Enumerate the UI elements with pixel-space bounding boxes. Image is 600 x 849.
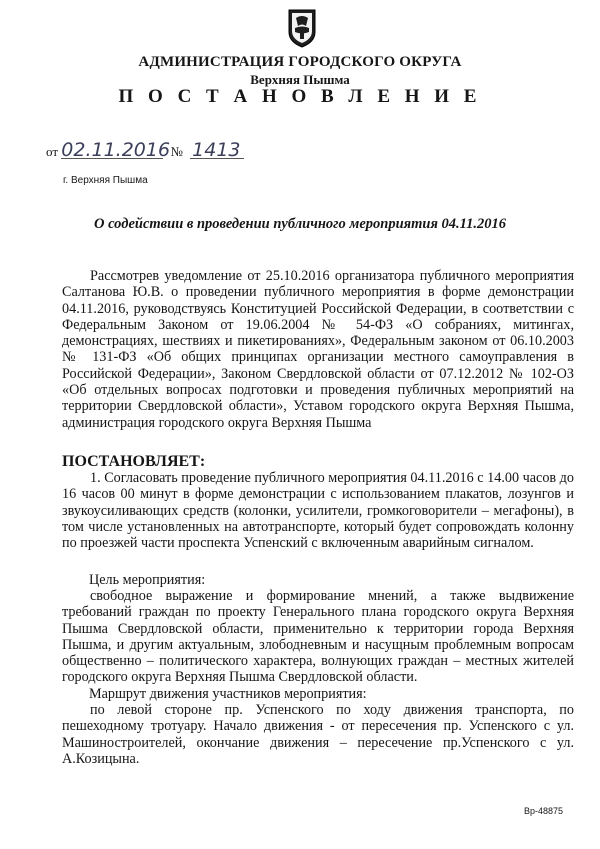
handwritten-number: 1413 [190, 142, 244, 159]
resolves-heading: ПОСТАНОВЛЯЕТ: [62, 453, 206, 470]
footer-code: Вр-48875 [524, 806, 564, 816]
document-type-title: П О С Т А Н О В Л Е Н И Е [118, 86, 482, 107]
date-from-label: от [46, 144, 59, 159]
place-of-issue: г. Верхняя Пышма [63, 175, 148, 186]
coat-of-arms-icon [287, 6, 317, 48]
intro-paragraph: Рассмотрев уведомление от 25.10.2016 организатора публичного мероприятия Салтанова Ю.В. о проведении публичного мероприятия в форме демонстрации 04.11.2016, руководствуясь Конституцией Российской Федерации, в соответствии с Федеральным Законом от 19.06.2004 № 54-ФЗ «О собраниях, митингах, демонстрациях, шествиях и пикетированиях», Федеральным законом от 06.10.2003 № 131-ФЗ «Об общих принципах организации местного самоуправления в Российской Федерации», Законом Свердловской области от 07.12.2012 № 102-ОЗ «Об отдельных вопросах подготовки и проведения публичных мероприятий на территории Свердловской области», Уставом городского округа Верхняя Пышма, администрация городского округа Верхняя Пышма [62, 268, 574, 431]
number-label: № [170, 144, 183, 159]
goal-paragraph: свободное выражение и формирование мнений, а также выдвижение требований граждан по проекту Генерального плана городского округа Верхняя Пышма Свердловской области, применительно к территории города Верхняя Пышма, и другим актуальным, злободневным и насущным проблемным вопросам общественно – политического характера, волнующих граждан – местных жителей городского округа Верхняя Пышма Свердловской области. [62, 588, 574, 686]
handwritten-date: 02.11.2016 [61, 139, 171, 161]
route-paragraph: по левой стороне пр. Успенского по ходу движения транспорта, по пешеходному тротуару. Начало движения - от пересечения пр. Успенского с ул. Машиностроителей, окончание движения – пересечение пр.Успенского с ул. А.Козицына. [62, 702, 574, 767]
city-name: Верхняя Пышма [250, 72, 350, 87]
document-title: О содействии в проведении публичного мероприятия 04.11.2016 [94, 216, 506, 232]
organization-name: АДМИНИСТРАЦИЯ ГОРОДСКОГО ОКРУГА [138, 54, 462, 70]
goal-heading: Цель мероприятия: [89, 572, 206, 588]
route-heading: Маршрут движения участников мероприятия: [89, 686, 367, 702]
dateline [46, 139, 244, 161]
item-1-paragraph: 1. Согласовать проведение публичного мероприятия 04.11.2016 с 14.00 часов до 16 часов 00 минут в форме демонстрации с использованием плакатов, лозунгов и звукоусиливающих средств (колонки, усилители, громкоговорители – мегафоны), в том числе установленных на автотранспорте, который будет сопровождать колонну по проезжей части проспекта Успенский с включенным аварийным сигналом. [62, 470, 574, 552]
